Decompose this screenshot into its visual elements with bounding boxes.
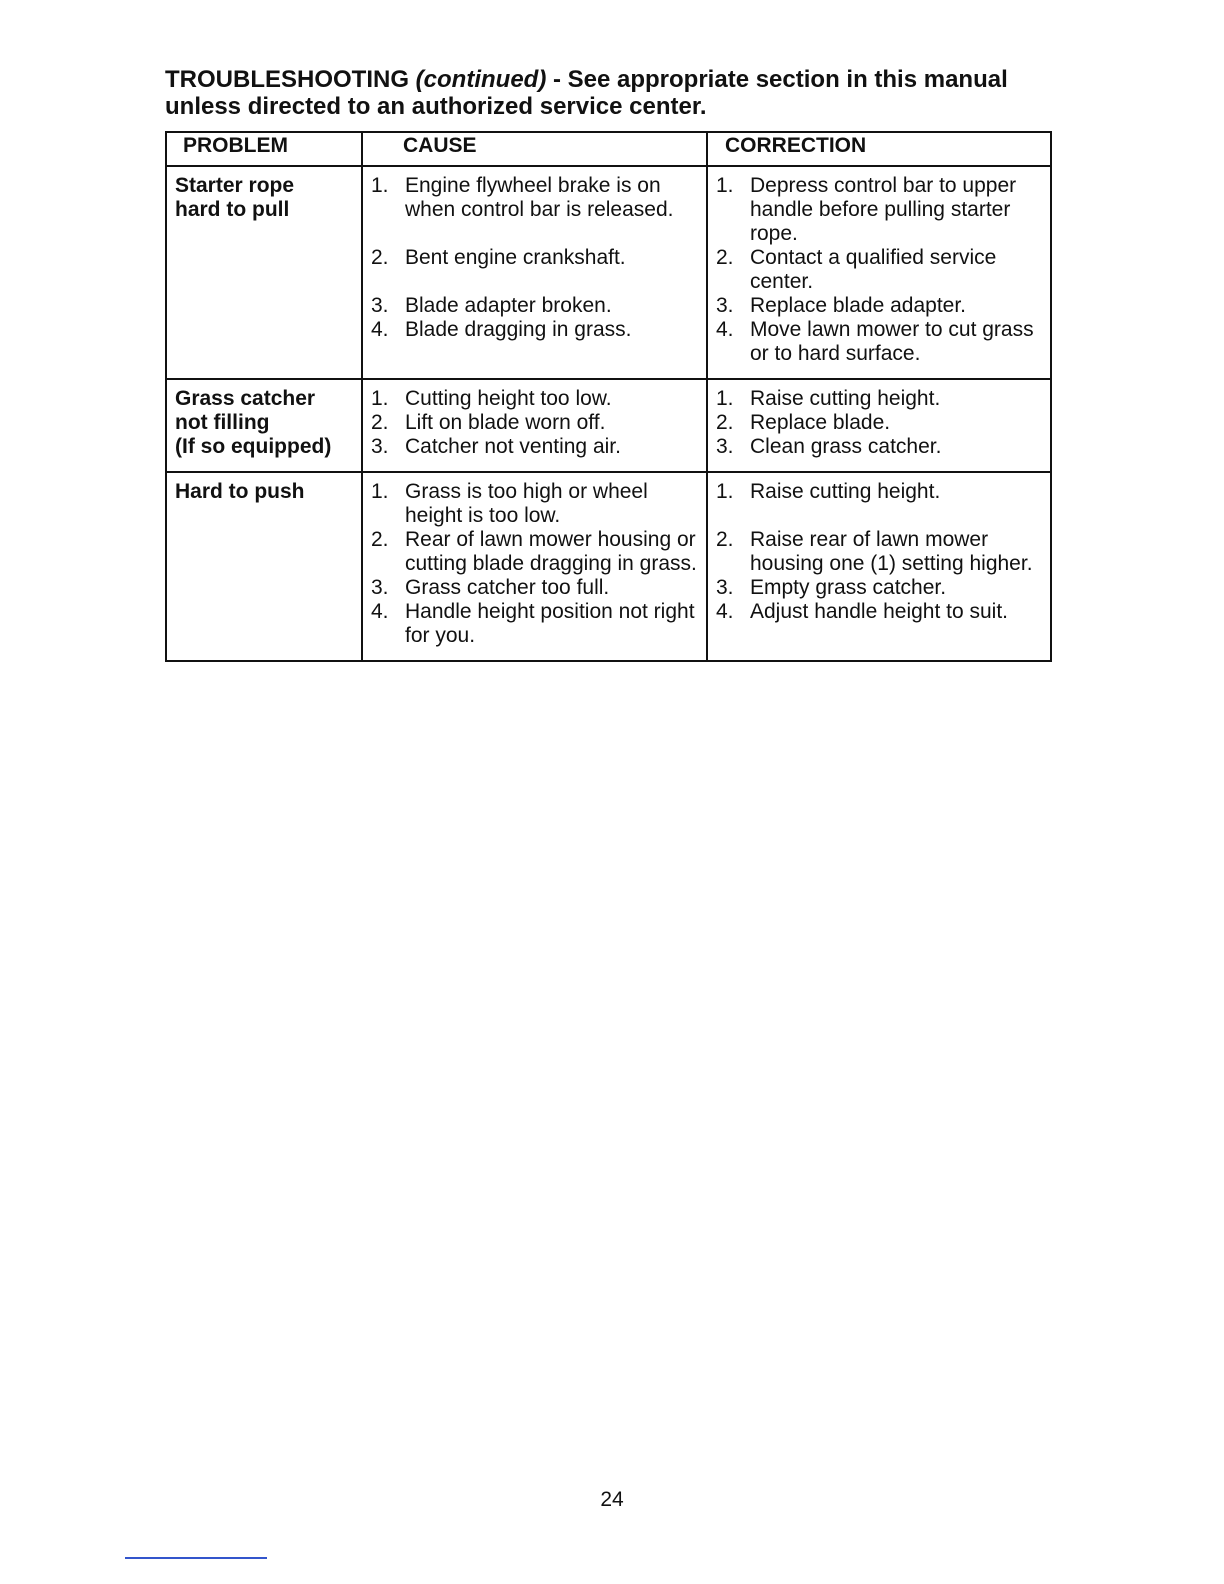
list-item (371, 318, 700, 342)
list-item (716, 480, 1044, 504)
item-text: Raise rear of lawn mower housing one (1) setting higher. (750, 528, 1033, 575)
item-number: 2. (371, 528, 389, 551)
troubleshooting-table (165, 131, 1052, 662)
item-number: 4. (371, 600, 389, 623)
item-number: 2. (716, 246, 734, 269)
list-item (716, 528, 1044, 576)
list-item (716, 318, 1044, 366)
problem-cell (166, 472, 362, 661)
title-rest: - See appropriate section in this manual unless directed to an authorized service center. (165, 66, 1008, 120)
problem-line: not filling (175, 411, 270, 434)
item-number: 3. (716, 435, 734, 458)
list-item (371, 294, 700, 318)
correction-cell (707, 166, 1051, 379)
item-text: Grass is too high or wheel height is too low. (405, 480, 648, 527)
item-text: Lift on blade worn off. (405, 411, 606, 434)
item-number: 1. (371, 480, 389, 503)
table-row (166, 166, 1051, 379)
header-cause: CAUSE (362, 132, 707, 166)
item-text: Replace blade. (750, 411, 891, 434)
item-number: 1. (716, 480, 734, 503)
list-item (371, 411, 700, 435)
cause-cell (362, 166, 707, 379)
list-item (371, 480, 700, 528)
item-number: 1. (716, 387, 734, 410)
item-text: Grass catcher too full. (405, 576, 610, 599)
item-number: 2. (371, 411, 389, 434)
title-continued: (continued) (415, 66, 547, 93)
problem-line: hard to pull (175, 198, 290, 221)
item-text: Engine flywheel brake is on when control bar is released. (405, 174, 674, 221)
item-text: Clean grass catcher. (750, 435, 942, 458)
list-item (371, 435, 700, 459)
list-item (716, 246, 1044, 294)
item-text: Blade dragging in grass. (405, 318, 632, 341)
correction-cell (707, 472, 1051, 661)
item-number: 3. (716, 294, 734, 317)
item-text: Replace blade adapter. (750, 294, 966, 317)
item-text: Cutting height too low. (405, 387, 612, 410)
table-header-row (166, 132, 1051, 166)
item-number: 3. (371, 435, 389, 458)
correction-cell (707, 379, 1051, 472)
list-item (716, 174, 1044, 246)
list-item (371, 576, 700, 600)
problem-line: Hard to push (175, 480, 305, 503)
title-lead: TROUBLESHOOTING (165, 66, 416, 93)
list-item (716, 411, 1044, 435)
item-number: 2. (716, 411, 734, 434)
item-number: 4. (371, 318, 389, 341)
list-item (716, 435, 1044, 459)
cause-cell (362, 379, 707, 472)
item-number: 1. (371, 174, 389, 197)
item-number: 1. (716, 174, 734, 197)
header-correction: CORRECTION (707, 132, 1051, 166)
item-number: 3. (371, 576, 389, 599)
item-number: 2. (716, 528, 734, 551)
list-item (716, 387, 1044, 411)
page-number: 24 (600, 1488, 624, 1511)
item-text: Raise cutting height. (750, 387, 941, 410)
item-text: Empty grass catcher. (750, 576, 947, 599)
item-text: Move lawn mower to cut grass or to hard surface. (750, 318, 1034, 365)
item-text: Contact a qualified service center. (750, 246, 997, 293)
item-text: Depress control bar to upper handle before pulling starter rope. (750, 174, 1017, 245)
problem-line: Grass catcher (175, 387, 316, 410)
item-number: 4. (716, 318, 734, 341)
cause-cell (362, 472, 707, 661)
list-item (371, 174, 700, 222)
item-number: 2. (371, 246, 389, 269)
item-number: 3. (371, 294, 389, 317)
list-item (371, 246, 700, 270)
item-number: 3. (716, 576, 734, 599)
list-item (716, 600, 1044, 624)
item-text: Blade adapter broken. (405, 294, 612, 317)
list-item (371, 387, 700, 411)
item-text: Adjust handle height to suit. (750, 600, 1009, 623)
page-title (165, 66, 1065, 120)
item-text: Catcher not venting air. (405, 435, 621, 458)
item-number: 1. (371, 387, 389, 410)
table-row (166, 379, 1051, 472)
item-text: Rear of lawn mower housing or cutting blade dragging in grass. (405, 528, 697, 575)
problem-cell (166, 166, 362, 379)
footer-rule (125, 1557, 267, 1559)
problem-cell (166, 379, 362, 472)
list-item (371, 600, 700, 648)
problem-line: Starter rope (175, 174, 295, 197)
item-text: Bent engine crankshaft. (405, 246, 626, 269)
list-item (371, 528, 700, 576)
list-item (716, 294, 1044, 318)
item-number: 4. (716, 600, 734, 623)
item-text: Raise cutting height. (750, 480, 941, 503)
problem-line: (If so equipped) (175, 435, 332, 458)
list-item (716, 576, 1044, 600)
table-row (166, 472, 1051, 661)
header-problem: PROBLEM (166, 132, 362, 166)
item-text: Handle height position not right for you. (405, 600, 695, 647)
